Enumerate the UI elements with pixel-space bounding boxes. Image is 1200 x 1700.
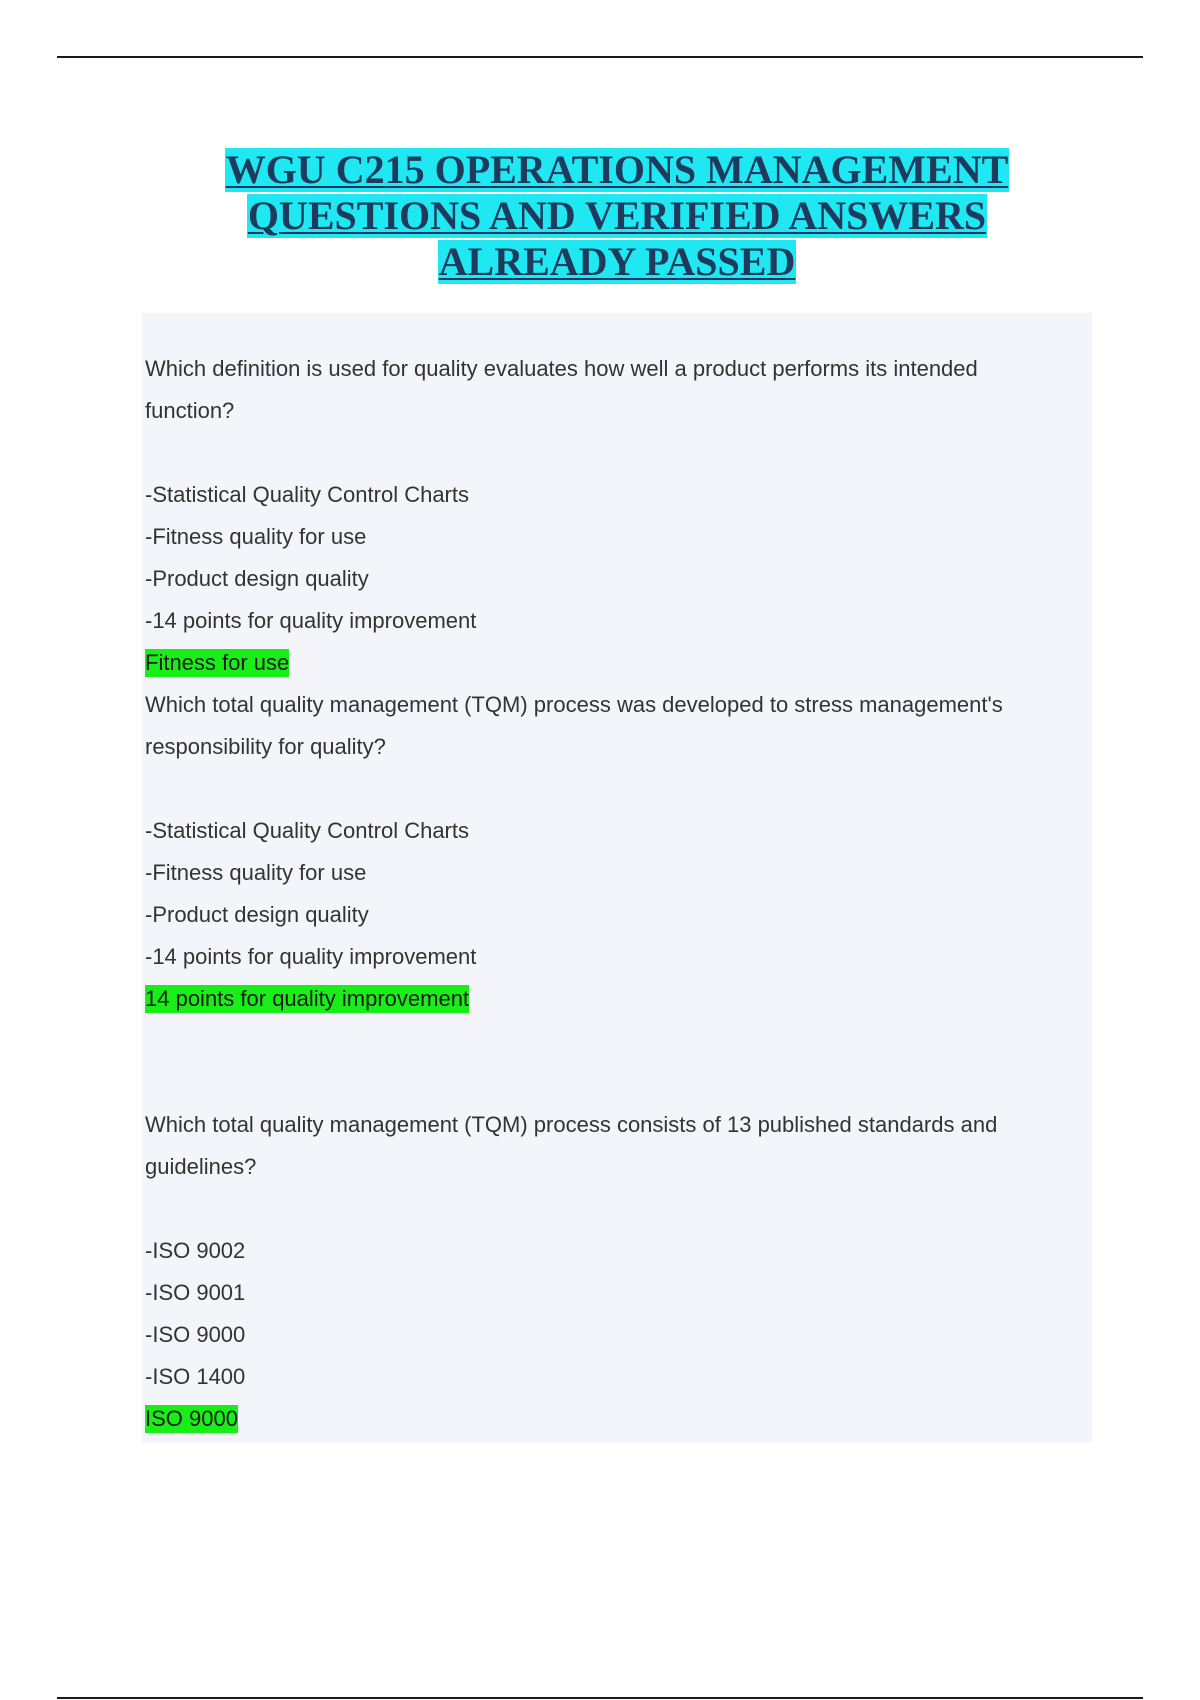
answer-option: -ISO 9002 — [145, 1238, 246, 1263]
question-block-1 — [145, 348, 1090, 684]
document-title — [0, 148, 1200, 286]
question-block-3 — [145, 1104, 1090, 1440]
title-line-3: ALREADY PASSED — [438, 239, 796, 284]
correct-answer: Fitness for use — [145, 650, 290, 675]
question-text: Which total quality management (TQM) process was developed to stress management's — [145, 692, 1003, 717]
answer-option: -Product design quality — [145, 902, 369, 927]
question-text: Which definition is used for quality evaluates how well a product performs its intended — [145, 356, 978, 381]
answer-option: -Fitness quality for use — [145, 524, 367, 549]
answer-option: -Product design quality — [145, 566, 369, 591]
answer-option: -ISO 9001 — [145, 1280, 246, 1305]
question-text: function? — [145, 398, 235, 423]
answer-option: -ISO 9000 — [145, 1322, 246, 1347]
answer-option: -ISO 1400 — [145, 1364, 246, 1389]
question-text: responsibility for quality? — [145, 734, 386, 759]
question-text: Which total quality management (TQM) process consists of 13 published standards and — [145, 1112, 998, 1137]
answer-option: -Statistical Quality Control Charts — [145, 818, 469, 843]
correct-answer: ISO 9000 — [145, 1406, 238, 1431]
footer-rule — [57, 1697, 1143, 1699]
answer-option: -14 points for quality improvement — [145, 608, 477, 633]
title-line-1: WGU C215 OPERATIONS MANAGEMENT — [225, 147, 1009, 192]
qa-content — [145, 348, 1090, 1440]
question-text: guidelines? — [145, 1154, 257, 1179]
answer-option: -Fitness quality for use — [145, 860, 367, 885]
correct-answer: 14 points for quality improvement — [145, 986, 470, 1011]
header-rule — [57, 56, 1143, 58]
question-block-2 — [145, 684, 1090, 1020]
answer-option: -14 points for quality improvement — [145, 944, 477, 969]
title-line-2: QUESTIONS AND VERIFIED ANSWERS — [247, 193, 987, 238]
answer-option: -Statistical Quality Control Charts — [145, 482, 469, 507]
